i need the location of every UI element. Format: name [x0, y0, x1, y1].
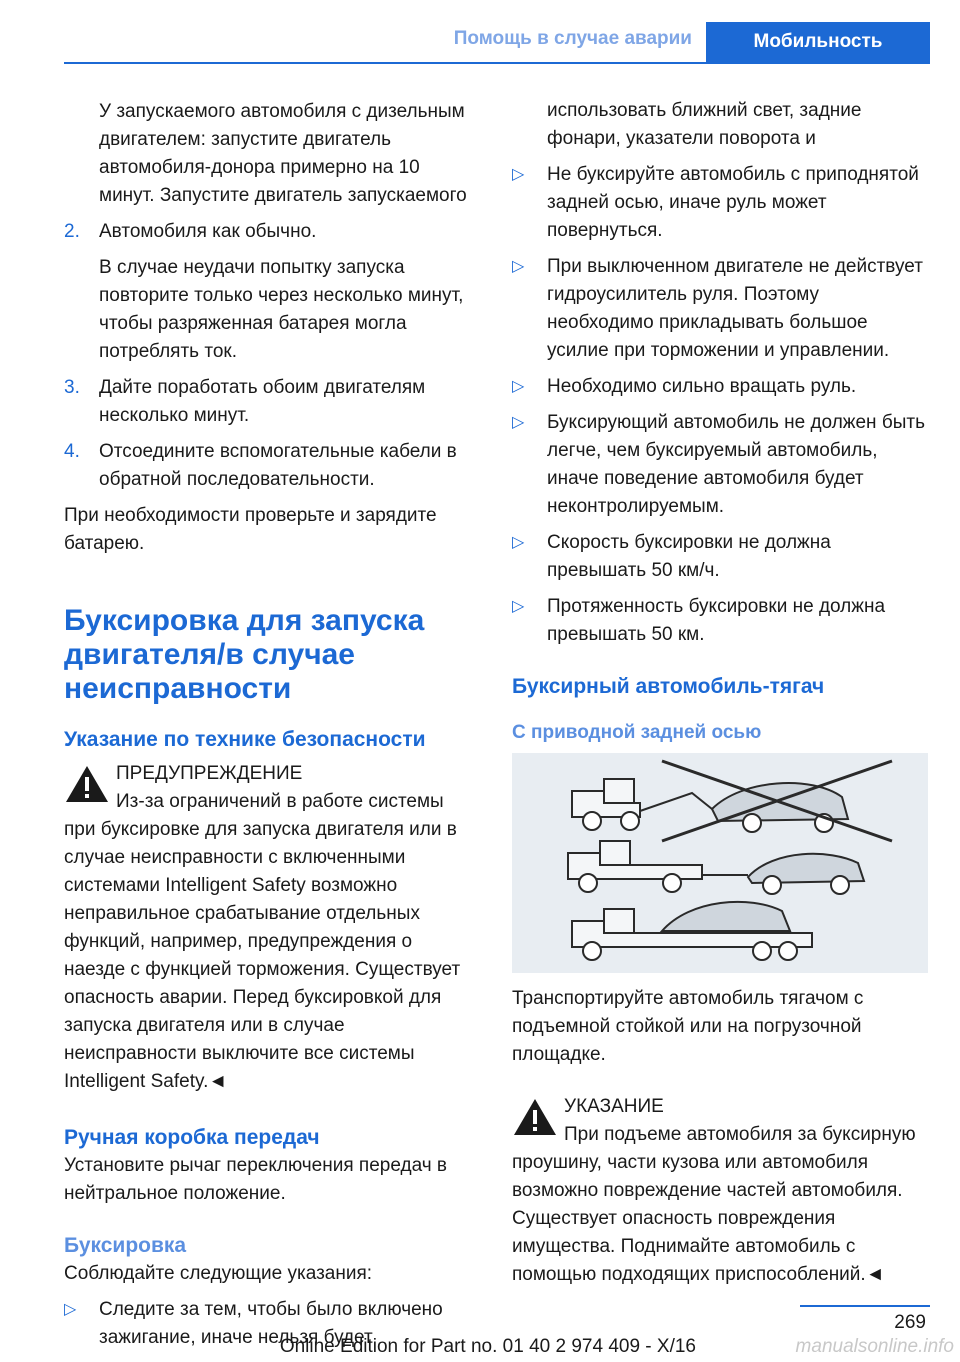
tow-vehicle-heading: Буксирный автомобиль-тягач — [512, 675, 825, 698]
step-3 — [64, 374, 478, 430]
safety-heading: Указание по технике безопасности — [64, 728, 426, 751]
notice-title: УКАЗАНИЕ — [564, 1096, 664, 1117]
bullet-text: Не буксируйте автомобиль с приподнятой задней осью, иначе руль может повернуться. — [547, 164, 919, 241]
after-steps-text: При необходимости проверьте и зарядите батарею. — [64, 505, 437, 554]
section-tab[interactable]: Мобильность — [706, 22, 930, 62]
page-number: 269 — [894, 1312, 926, 1333]
bullet-item — [512, 409, 928, 521]
manual-gearbox-heading: Ручная коробка передач — [64, 1126, 320, 1149]
triangle-right-icon: ▷ — [512, 598, 525, 615]
bullet-item — [512, 529, 928, 585]
step-number: 3. — [64, 377, 80, 398]
figure-caption: Транспортируйте автомобиль тягачом с подъемной стойкой или на погрузочной площадке. — [512, 988, 864, 1065]
step-4 — [64, 438, 478, 494]
warning-triangle-icon — [64, 764, 110, 804]
step-subtext: В случае неудачи попытку запуска повторите только через несколько минут, чтобы разряженная батарея могла потреблять ток. — [99, 257, 464, 362]
step-number: 2. — [64, 221, 80, 242]
bullet-item — [512, 253, 928, 365]
bullet-text: При выключенном двигателе не действует гидроусилитель руля. Поэтому необходимо прикладывать большое усилие при торможении и управлении. — [547, 256, 923, 361]
step-text: Автомобиля как обычно. — [99, 221, 317, 242]
notice-first-line: При подъеме автомобиля за буксирную — [564, 1124, 916, 1145]
notice-body: проушину, части кузова или автомобиля возможно повреждение частей автомобиля. Существует опасность повреждения имущества. Поднимайте автомобиль с помощью подходящих приспособлений.◄ — [512, 1152, 903, 1285]
warning-body: при буксировке для запуска двигателя или в случае неисправности с включенными системами Intelligent Safety возможно неправильное срабатывание отдельных функций, например, предупреждения о наезде с функцией торможения. Существует опасность аварии. Перед буксировкой для запуска двигателя или в случае неисправности выключите все системы Intelligent Safety.◄ — [64, 819, 461, 1092]
intro-paragraph: У запускаемого автомобиля с дизельным двигателем: запустите двигатель автомобиля-донора примерно на 10 минут. Запустите двигатель запускаемого — [99, 101, 467, 206]
towing-intro: Соблюдайте следующие указания: — [64, 1263, 373, 1284]
triangle-right-icon: ▷ — [512, 258, 525, 275]
page-header — [64, 22, 930, 64]
left-column — [64, 98, 478, 1360]
towing-illustration — [512, 753, 928, 973]
bullet-continuation — [512, 97, 928, 153]
bullet-text: Следите за тем, чтобы было включено зажигание, иначе нельзя будет — [99, 1299, 443, 1348]
rear-axle-heading: С приводной задней осью — [512, 722, 762, 743]
step-text: Отсоедините вспомогательные кабели в обратной последовательности. — [99, 441, 457, 490]
section-title: Буксировка для запуска двигателя/в случае неисправности — [64, 604, 425, 705]
bullet-text: Буксирующий автомобиль не должен быть легче, чем буксируемый автомобиль, иначе поведение автомобиля будет неконтролируемым. — [547, 412, 925, 517]
bullet-text: Протяженность буксировки не должна превышать 50 км. — [547, 596, 886, 645]
warning-first-line: Из-за ограничений в работе системы — [116, 791, 444, 812]
triangle-right-icon: ▷ — [512, 534, 525, 551]
triangle-right-icon: ▷ — [64, 1301, 77, 1318]
triangle-right-icon: ▷ — [512, 414, 525, 431]
step-2 — [64, 218, 478, 366]
towing-illustration-svg — [512, 753, 928, 973]
bullet-item — [512, 373, 928, 401]
step-text: Дайте поработать обоим двигателям несколько минут. — [99, 377, 426, 426]
warning-title: ПРЕДУПРЕЖДЕНИЕ — [116, 763, 303, 784]
watermark: manualsonline.info — [795, 1336, 954, 1357]
triangle-right-icon: ▷ — [512, 166, 525, 183]
step-number: 4. — [64, 441, 80, 462]
bullet-text: Необходимо сильно вращать руль. — [547, 376, 857, 397]
bullet-item — [512, 161, 928, 245]
warning-triangle-icon — [512, 1097, 558, 1137]
manual-gearbox-text: Установите рычаг переключения передач в нейтральное положение. — [64, 1155, 448, 1204]
breadcrumb[interactable]: Помощь в случае аварии — [453, 28, 692, 49]
towing-heading: Буксировка — [64, 1234, 187, 1257]
bullet-item — [512, 593, 928, 649]
notice-block — [512, 1093, 928, 1289]
right-column — [512, 98, 928, 1289]
triangle-right-icon: ▷ — [512, 378, 525, 395]
footer-rule — [800, 1305, 930, 1307]
bullet-continuation-text: использовать ближний свет, задние фонари, указатели поворота и — [547, 100, 862, 149]
edition-line: Online Edition for Part no. 01 40 2 974 409 - X/16 — [279, 1336, 696, 1357]
bullet-text: Скорость буксировки не должна превышать 50 км/ч. — [547, 532, 831, 581]
warning-block — [64, 760, 478, 1096]
